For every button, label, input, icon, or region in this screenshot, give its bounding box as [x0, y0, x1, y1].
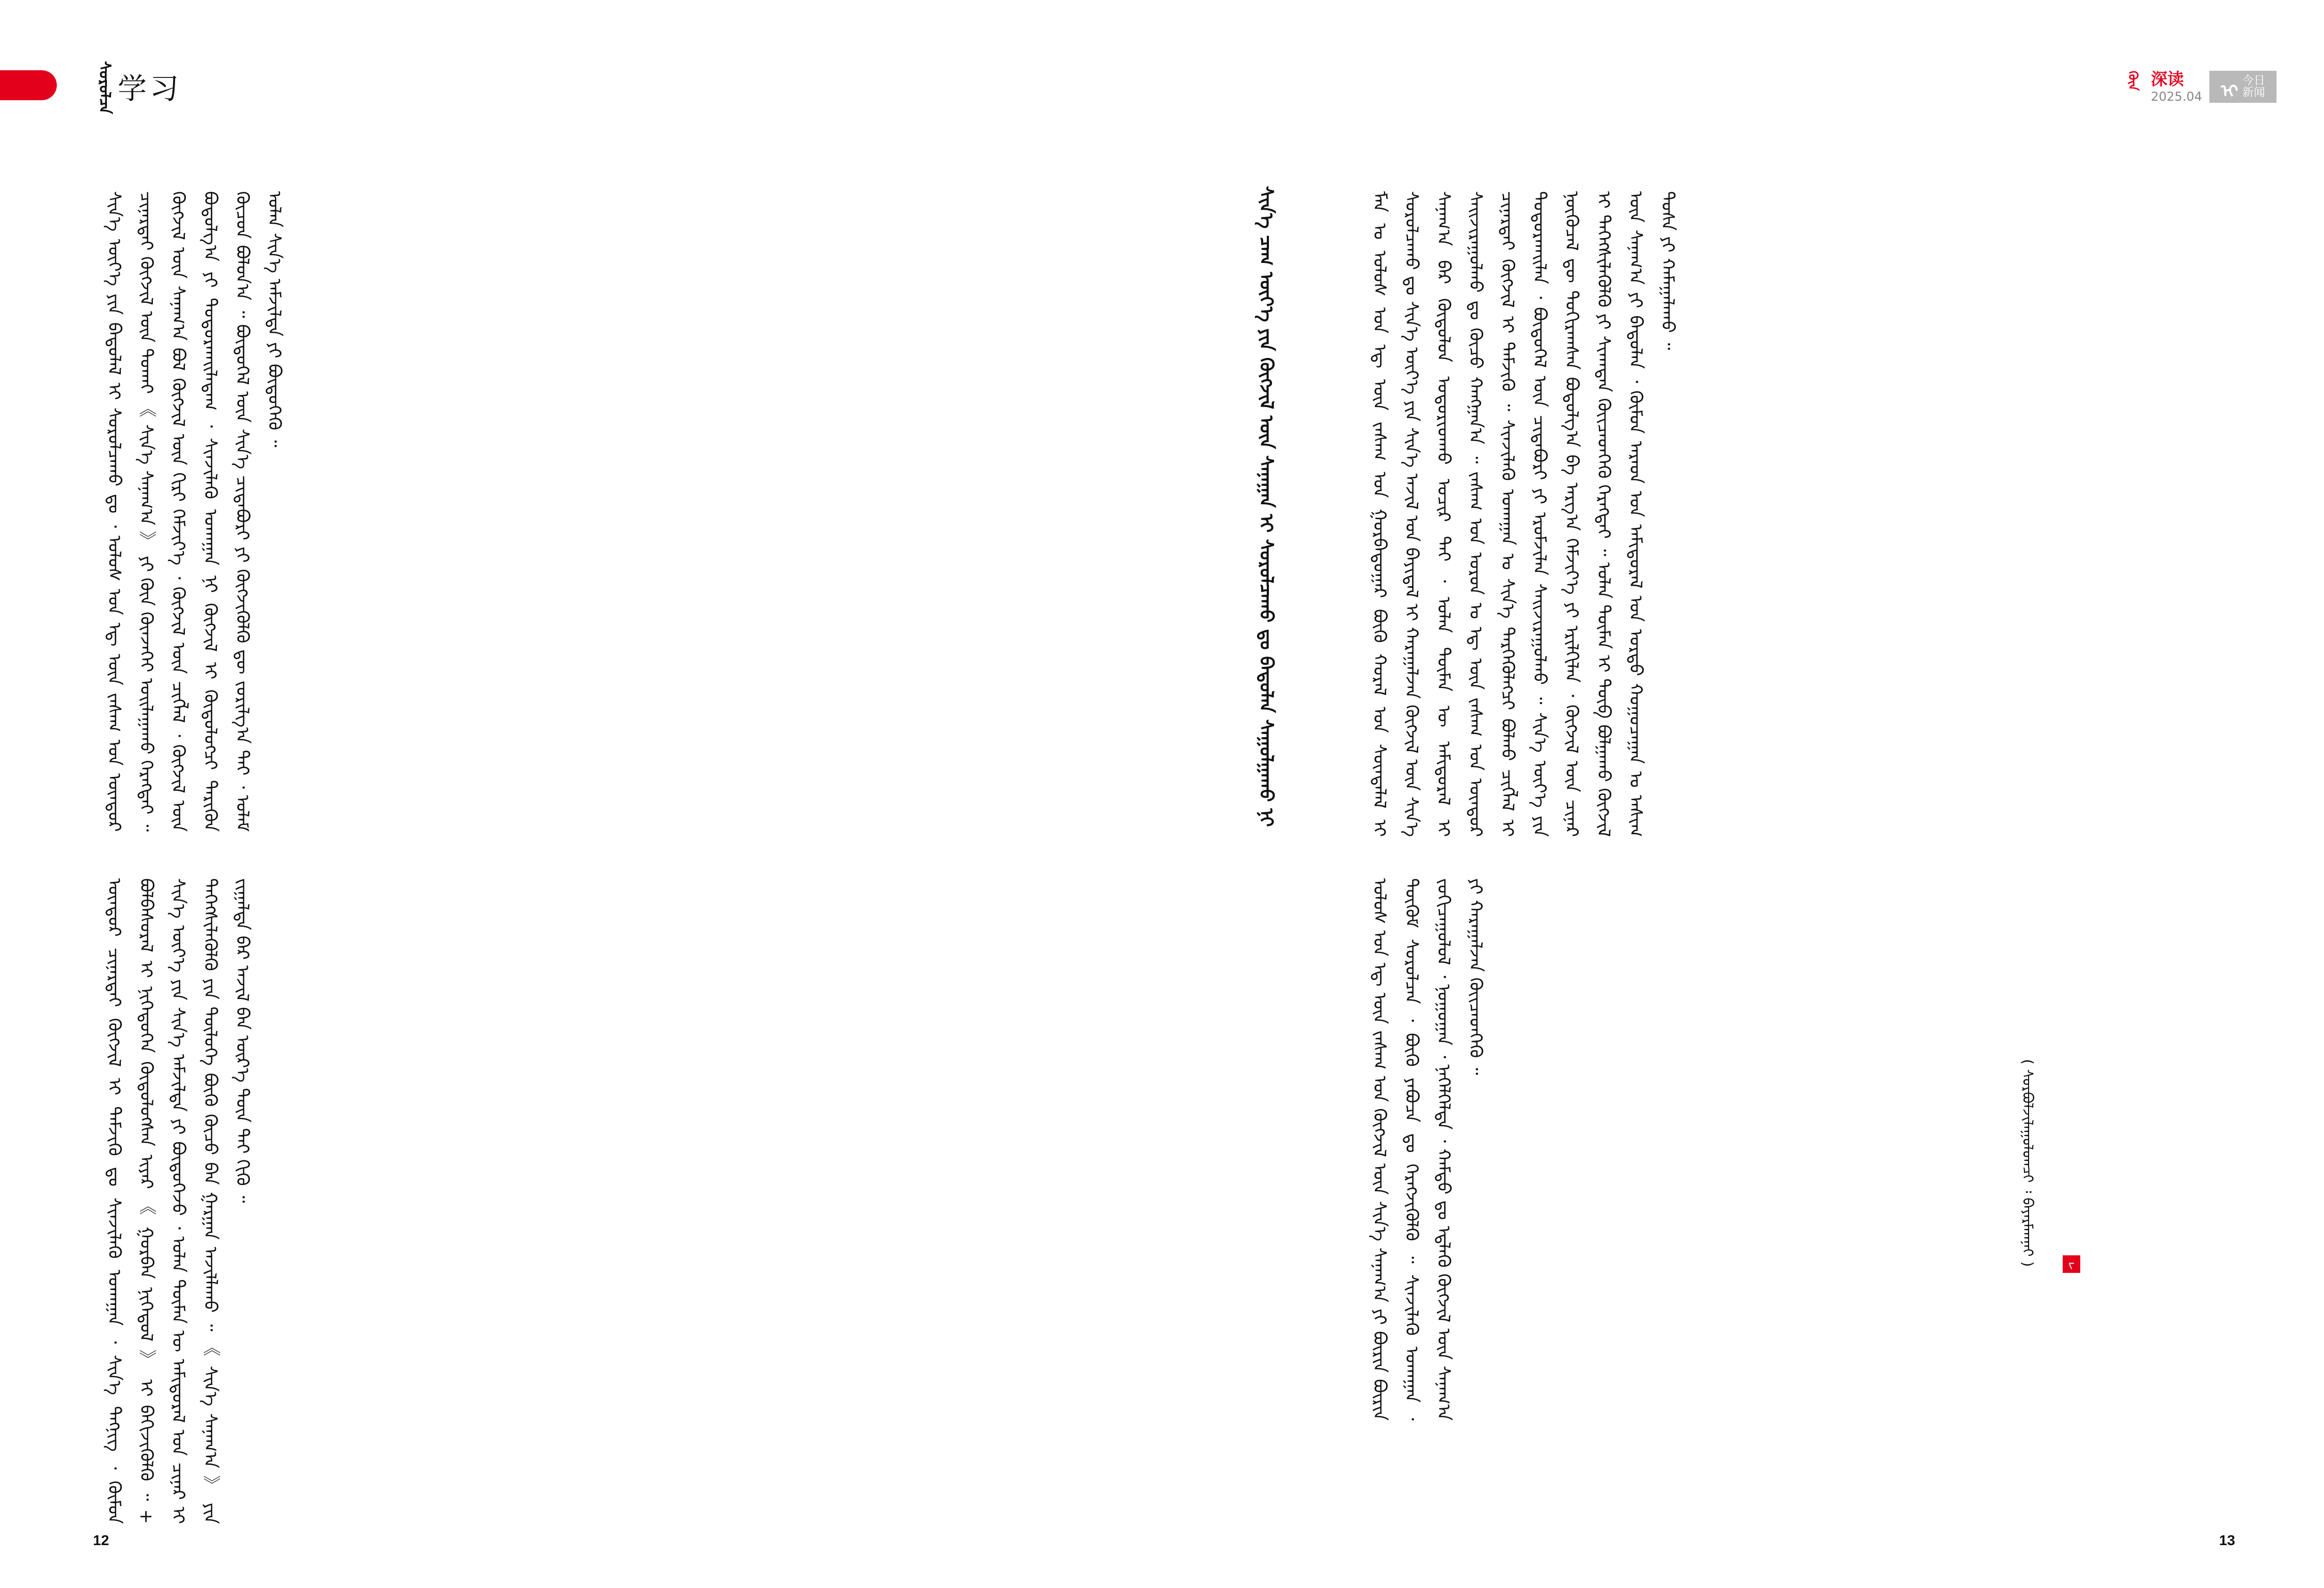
article-body-right-bottom: ᠤᠯᠤᠰ ᠤᠨ ᠡᠳ᠋ ᠦᠨ ᠵᠠᠰᠠᠭ ᠤᠨ ᠬᠥᠭᠵᠢᠯ ᠦᠨ ᠰᠢᠨ᠎ᠡ ᠰᠠᠨᠠᠭ᠎ᠠ ᠶᠢ ᠪᠦᠷᠢᠨ ᠪᠦᠷᠢᠨ ᠳᠦᠭᠦᠮ ᠰᠤᠷᠤᠯᠴᠠᠨ ᠂ ᠪᠦᠬᠦ ᠶᠠᠪᠤᠴᠠ ᠳᠤ ᠬᠡᠷᠡᠭᠵᠢᠭᠦᠯᠬᠦ ᠃ ᠰᠢᠨᠵᠢᠯᠡᠬᠦ ᠤᠬᠠᠭᠠᠨ ᠂ ᠵᠣᠬᠢᠴᠠᠭᠤᠯᠤᠯ ᠂ ᠨᠣᠭᠤᠭᠠᠨ ᠂ ᠨᠡᠭᠡᠯᠭᠡᠯᠲᠡ ᠂ ᠬᠠᠮᠲᠤ ᠳᠤ ᠡᠳ᠋ᠯᠡᠬᠦ ᠬᠥᠭᠵᠢᠯ ᠦᠨ ᠰᠠᠨᠠᠭ᠎ᠠ ᠶᠢ ᠬᠠᠷᠠᠭᠠᠯᠵᠠᠨ ᠭᠦᠢᠴᠡᠳᠬᠡᠬᠦ ᠃ — [1369, 878, 1486, 1421]
logo-text: 今日 新闻 — [2242, 74, 2265, 99]
section-tab-marker — [0, 70, 57, 100]
logo-mark: ᠢ — [2221, 81, 2238, 102]
author-credit: ( ᠰᠤᠷᠪᠤᠯᠵᠢᠯᠠᠭᠤᠯᠤᠭᠴᠢ ᠄ ᠪᠠᠶᠠᠷᠮᠠᠭᠨᠠᠢ ) — [2019, 1059, 2036, 1267]
article-body-right-top: ᠮᠠᠨ ᠤ ᠤᠯᠤᠰ ᠤᠨ ᠡᠳ᠋ ᠦᠨ ᠵᠠᠰᠠᠭ ᠤᠨ ᠭᠤᠷᠪᠠᠳᠤᠭᠠᠷ ᠪᠦᠬᠦ ᠬᠤᠷᠠᠯ ᠤᠨ ᠰᠦᠨᠳᠡᠯᠡᠯ ᠢ ᠰᠤᠷᠤᠯᠴᠠᠬᠤ ᠳᠤ ᠰᠢᠨ᠎ᠡ ᠦᠶ᠎ᠡ ᠶᠢᠨ ᠰᠢᠨ᠎ᠡ ᠠᠵᠢᠯ ᠤᠨ ᠪᠠᠶᠢᠳᠠᠯ ᠢ ᠬᠠᠷᠠᠭᠠᠯᠵᠠᠨ ᠬᠥᠭᠵᠢᠯ ᠦᠨ ᠰᠢᠨ᠎ᠡ ᠰᠠᠨᠠᠭ᠎ᠠ ᠪᠠᠷ ᠬᠥᠲᠦᠯᠦᠨ ᠤᠳᠤᠷᠢᠳᠬᠤ ᠤᠴᠢᠷ ᠲᠠᠢ ᠂ ᠣᠯᠠᠨ ᠲᠦᠮᠡᠨ ᠦ ᠠᠮᠢᠳᠤᠷᠠᠯ ᠢ ᠰᠠᠢᠵᠢᠷᠠᠭᠤᠯᠬᠤ ᠳᠤ ᠬᠦᠴᠦ ᠬᠠᠩᠭᠠᠨ᠎ᠠ ᠃ ᠵᠠᠰᠠᠭ ᠤᠨ ᠣᠷᠤᠨ ᠤ ᠡᠳ᠋ ᠦᠨ ᠵᠠᠰᠠᠭ ᠤᠨ ᠥᠨᠳᠦᠷ ᠴᠢᠨᠠᠷᠲᠠᠢ ᠬᠥᠭᠵᠢᠯ ᠢ ᠳᠡᠮᠵᠢᠬᠦ ᠃ ᠰᠢᠨᠵᠢᠯᠡᠬᠦ ᠤᠬᠠᠭᠠᠨ ᠤ ᠰᠢᠨ᠎ᠡ ᠲᠡᠷᠭᠡᠭᠦᠯᠡᠭᠴᠢ ᠪᠣᠯᠬᠤ ᠴᠢᠭᠯᠡᠯ ᠢ ᠲᠤᠳᠤᠷᠬᠠᠢᠯᠠᠨ ᠂ ᠪᠦᠲᠦᠭᠡᠯ ᠦᠨ ᠴᠢᠳᠠᠪᠤᠷᠢ ᠶᠢ ᠡᠷᠦᠮᠵᠢᠯᠡᠨ ᠰᠠᠢᠵᠢᠷᠠᠭᠤᠯᠬᠤ ᠃ ᠰᠢᠨ᠎ᠡ ᠦᠶ᠎ᠡ ᠶᠢᠨ ᠨᠥᠬᠦᠴᠡᠯ ᠳᠦ ᠲᠣᠬᠢᠷᠠᠭᠰᠠᠨ ᠪᠣᠳᠤᠯᠭ᠎ᠠ ᠪᠠ ᠠᠷᠭ᠎ᠠ ᠬᠡᠮᠵᠢᠶ᠎ᠡ ᠶᠢ ᠡᠷᠢᠯᠬᠢᠯᠡᠨ ᠂ ᠬᠥᠭᠵᠢᠯ ᠦᠨ ᠴᠢᠨᠠᠷ ᠢ ᠳᠡᠭᠡᠭᠰᠢᠯᠡᠭᠦᠯᠬᠦ ᠶᠢ ᠰᠢᠬᠠᠳᠠᠨ ᠭᠦᠢᠴᠡᠳᠬᠡᠬᠦ ᠬᠡᠷᠡᠭᠲᠡᠢ ᠃ ᠣᠯᠠᠨ ᠲᠦᠮᠡᠨ ᠢ ᠲᠦᠪ ᠪᠣᠯᠭᠠᠬᠤ ᠬᠥᠭᠵᠢᠯ ᠦᠨ ᠰᠠᠨᠠᠭ᠎ᠠ ᠶᠢ ᠪᠠᠲᠤᠯᠠᠨ ᠂ ᠬᠦᠮᠦᠨ ᠠᠷᠠᠳ ᠤᠨ ᠠᠮᠢᠳᠤᠷᠠᠯ ᠤᠨ ᠤᠷᠲᠤ ᠬᠤᠭᠤᠴᠠᠭᠠᠨ ᠤ ᠠᠰᠢᠭ ᠲᠤᠰᠠ ᠶᠢ ᠬᠠᠮᠠᠭᠠᠯᠠᠬᠤ ᠃ — [1369, 191, 1678, 837]
page-number-left: 12 — [93, 1532, 109, 1548]
section-label: 学习 — [118, 72, 182, 106]
article-body-left-bottom: ᠥᠨᠳᠦᠷ ᠴᠢᠨᠠᠷᠲᠠᠢ ᠬᠥᠭᠵᠢᠯ ᠢ ᠳᠡᠮᠵᠢᠬᠦ ᠳᠤ ᠰᠢᠨᠵᠢᠯᠡᠬᠦ ᠤᠬᠠᠭᠠᠨ ᠂ ᠰᠢᠨ᠎ᠡ ᠲᠡᠭᠨᠢᠭ ᠂ ᠬᠦᠮᠦᠨ ᠪᠣᠯᠪᠠᠰᠤᠷᠠᠯ ᠢ ᠨᠢᠭᠡᠳᠦᠭᠡᠨ ᠬᠥᠲᠦᠯᠦᠭᠰᠡᠨ ᠢᠶᠡᠷ 《 ᠭᠤᠷᠪᠠᠨ ᠨᠢᠭᠡᠳᠦᠯ 》 ᠢ ᠪᠡᠬᠢᠵᠢᠭᠦᠯᠬᠦ ᠃ + ᠰᠢᠨ᠎ᠡ ᠦᠶ᠎ᠡ ᠶᠢᠨ ᠰᠢᠨ᠎ᠡ ᠠᠮᠵᠢᠯᠲᠠ ᠶᠢ ᠪᠦᠲᠦᠭᠡᠵᠦ ᠂ ᠣᠯᠠᠨ ᠲᠦᠮᠡᠨ ᠦ ᠠᠮᠢᠳᠤᠷᠠᠯ ᠤᠨ ᠴᠢᠨᠠᠷ ᠢ ᠳᠡᠭᠡᠭᠰᠢᠯᠡᠭᠦᠯᠬᠦ ᠶᠢᠨ ᠲᠥᠯᠦᠭᠡ ᠪᠦᠬᠦ ᠬᠦᠴᠦ ᠪᠡᠨ ᠭᠠᠷᠭᠠᠨ ᠠᠵᠢᠯᠯᠠᠬᠤ ᠃ 《 ᠰᠢᠨ᠎ᠡ ᠰᠠᠨᠠᠭ᠎ᠠ 》 ᠶᠢᠨ ᠵᠢᠭᠠᠯᠲᠠ ᠪᠠᠷ ᠠᠵᠢᠯ ᠪᠠᠨ ᠦᠷ᠎ᠡ ᠳᠦᠨ ᠲᠠᠢ ᠬᠢᠬᠦ ᠃ — [104, 878, 253, 1524]
newspaper-logo — [2209, 71, 2276, 103]
page-number-right: 13 — [2219, 1532, 2235, 1548]
brand-title-block — [2151, 71, 2202, 103]
brand-title: 深读 — [2150, 69, 2184, 89]
brand-mongol-mark: ᠭᠦᠨ — [2125, 71, 2141, 91]
article-body-left-top: ᠰᠢᠨ᠎ᠡ ᠦᠶ᠎ᠡ ᠶᠢᠨ ᠪᠠᠲᠤᠯᠠᠯ ᠢ ᠰᠤᠷᠤᠯᠴᠠᠬᠤ ᠳᠤ ᠂ ᠤᠯᠤᠰ ᠤᠨ ᠡᠳ᠋ ᠦᠨ ᠵᠠᠰᠠᠭ ᠤᠨ ᠥᠨᠳᠦᠷ ᠴᠢᠨᠠᠷᠲᠠᠢ ᠬᠥᠭᠵᠢᠯ ᠦᠨ ᠲᠤᠬᠠᠢ 《 ᠰᠢᠨ᠎ᠡ ᠰᠠᠨᠠᠭ᠎ᠠ 》 ᠶᠢ ᠭᠦᠨ ᠭᠦᠨᠵᠡᠭᠡᠢ ᠣᠢᠯᠠᠭᠠᠬᠤ ᠬᠡᠷᠡᠭᠲᠡᠢ ᠃ ᠬᠥᠭᠵᠢᠯ ᠦᠨ ᠰᠠᠨᠠᠭ᠎ᠠ ᠪᠣᠯ ᠬᠥᠭᠵᠢᠯ ᠦᠨ ᠬᠢᠷᠢ ᠬᠡᠮᠵᠢᠶ᠎ᠡ ᠂ ᠬᠥᠭᠵᠢᠯ ᠦᠨ ᠴᠢᠭᠯᠡᠯ ᠂ ᠬᠥᠭᠵᠢᠯ ᠦᠨ ᠪᠣᠳᠤᠯᠭ᠎ᠠ ᠶᠢ ᠲᠣᠳᠤᠷᠬᠠᠢᠯᠠᠳᠠᠭ ᠂ ᠰᠢᠨᠵᠢᠯᠡᠬᠦ ᠤᠬᠠᠭᠠᠨ ᠨᠢ ᠬᠥᠭᠵᠢᠯ ᠢ ᠬᠥᠲᠦᠯᠦᠭᠴᠢ ᠲᠡᠷᠢᠭᠦᠨ ᠬᠦᠴᠦᠨ ᠪᠣᠯᠤᠨ᠎ᠠ ᠃ ᠪᠦᠲᠦᠭᠡᠯ ᠦᠨ ᠰᠢᠨ᠎ᠡ ᠴᠢᠳᠠᠪᠤᠷᠢ ᠶᠢ ᠬᠥᠭᠵᠢᠭᠦᠯᠬᠦ ᠳᠦ ᠵᠣᠷᠢᠯᠭ᠎ᠠ ᠲᠠᠢ ᠂ ᠤᠯᠠᠮ ᠣᠯᠠᠨ ᠰᠢᠨ᠎ᠡ ᠠᠮᠵᠢᠯᠲᠠ ᠶᠢ ᠪᠦᠲᠦᠭᠡᠬᠦ ᠃ — [104, 191, 285, 832]
article-start-mark: ᠵ — [2063, 1255, 2080, 1273]
publication-brand — [2122, 68, 2276, 105]
brand-issue: 2025.04 — [2150, 89, 2202, 104]
article-heading: ᠰᠢᠨ᠎ᠡ ᠴᠠᠭ ᠦᠶ᠎ᠡ ᠶᠢᠨ ᠬᠥᠭᠵᠢᠯ ᠦᠨ ᠰᠠᠨᠠᠭᠠᠨ ᠢ ᠰᠤᠷᠤᠯᠴᠠᠬᠤ ᠳᠤ ᠪᠠᠲᠤᠯᠠᠨ ᠰᠠᠭᠤᠯᠭᠠᠬᠤ ᠨᠢ — [1255, 186, 1277, 827]
section-label-mongol: ᠰᠤᠷᠤᠯᠴᠠ — [96, 61, 114, 114]
